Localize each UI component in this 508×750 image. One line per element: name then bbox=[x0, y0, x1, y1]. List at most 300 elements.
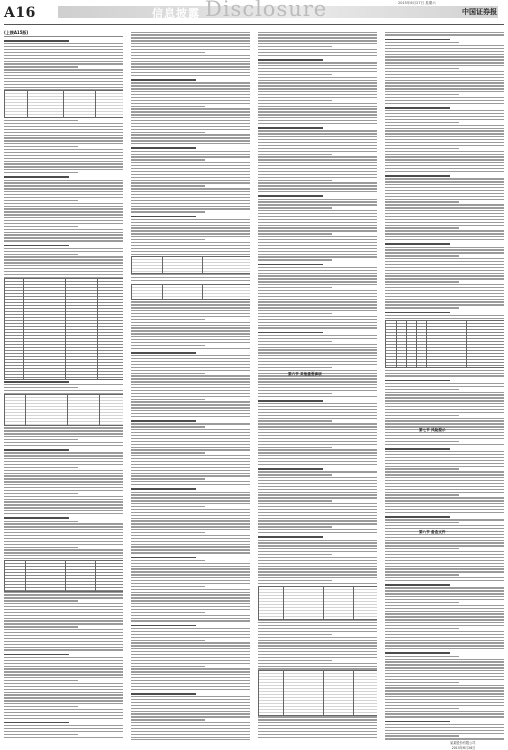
text-line bbox=[131, 106, 205, 107]
text-line bbox=[4, 271, 123, 272]
text-line bbox=[131, 333, 250, 334]
text-line bbox=[385, 596, 504, 597]
text-line bbox=[258, 560, 377, 561]
text-line bbox=[4, 475, 123, 476]
text-line bbox=[385, 196, 504, 197]
text-line bbox=[385, 468, 459, 469]
text-line bbox=[131, 327, 250, 328]
text-line bbox=[385, 400, 504, 401]
text-line bbox=[4, 618, 123, 619]
text-line bbox=[4, 223, 123, 224]
text-line bbox=[385, 165, 504, 166]
text-line bbox=[385, 474, 504, 475]
text-line bbox=[131, 435, 250, 436]
text-line bbox=[258, 483, 377, 484]
text-line bbox=[4, 712, 123, 713]
text-line bbox=[258, 248, 377, 249]
text-line bbox=[258, 631, 377, 632]
text-line bbox=[131, 159, 205, 160]
text-line bbox=[385, 54, 504, 55]
text-line bbox=[131, 185, 205, 186]
text-line bbox=[131, 494, 250, 495]
text-line bbox=[258, 716, 377, 717]
text-line bbox=[258, 142, 377, 143]
text-line bbox=[258, 32, 377, 33]
text-line bbox=[385, 270, 504, 271]
text-line bbox=[258, 625, 377, 626]
text-line bbox=[258, 415, 377, 416]
data-table bbox=[385, 320, 504, 368]
text-line bbox=[131, 336, 250, 337]
text-line bbox=[4, 84, 123, 85]
text-line bbox=[385, 554, 504, 555]
text-line bbox=[385, 88, 504, 89]
text-line bbox=[4, 185, 123, 186]
text-line bbox=[131, 352, 196, 354]
text-line bbox=[4, 666, 123, 667]
text-line bbox=[4, 647, 123, 648]
text-line bbox=[131, 731, 250, 732]
text-line bbox=[131, 467, 250, 468]
text-line bbox=[258, 461, 377, 462]
text-line bbox=[131, 449, 250, 450]
text-line bbox=[258, 97, 377, 98]
text-line bbox=[131, 339, 250, 340]
text-line bbox=[131, 245, 250, 246]
text-line bbox=[385, 284, 504, 285]
text-line bbox=[4, 180, 123, 181]
text-line bbox=[131, 108, 250, 109]
text-line bbox=[385, 275, 504, 276]
text-line bbox=[131, 711, 250, 712]
text-line bbox=[385, 299, 504, 300]
text-line bbox=[131, 615, 250, 616]
text-line bbox=[4, 55, 123, 56]
text-line bbox=[131, 129, 250, 130]
text-line bbox=[131, 603, 250, 604]
text-line bbox=[258, 59, 323, 61]
text-line bbox=[131, 683, 250, 684]
text-line bbox=[4, 692, 123, 693]
text-line bbox=[131, 367, 250, 368]
text-line bbox=[258, 557, 377, 558]
text-line bbox=[385, 296, 504, 297]
text-column-3 bbox=[258, 30, 377, 740]
text-line bbox=[258, 82, 377, 83]
text-line bbox=[258, 180, 332, 181]
text-line bbox=[131, 364, 250, 365]
text-line bbox=[258, 91, 377, 92]
text-line bbox=[4, 722, 69, 724]
text-line bbox=[4, 612, 123, 613]
text-line bbox=[131, 642, 250, 643]
data-table bbox=[258, 586, 377, 620]
text-line bbox=[131, 325, 250, 326]
text-line bbox=[385, 162, 504, 163]
text-line bbox=[258, 468, 323, 470]
text-line bbox=[385, 418, 504, 419]
text-line bbox=[131, 592, 250, 593]
text-line bbox=[258, 159, 377, 160]
text-line bbox=[385, 213, 504, 214]
text-line bbox=[4, 686, 123, 687]
text-line bbox=[258, 210, 377, 211]
text-line bbox=[131, 370, 250, 371]
text-line bbox=[258, 245, 377, 246]
text-line bbox=[131, 580, 250, 581]
text-line bbox=[385, 571, 504, 572]
text-line bbox=[385, 503, 504, 504]
text-line bbox=[385, 258, 504, 259]
text-line bbox=[258, 201, 377, 202]
text-line bbox=[385, 735, 459, 736]
text-line bbox=[385, 154, 504, 155]
text-line bbox=[258, 77, 377, 78]
text-line bbox=[4, 211, 123, 212]
text-line bbox=[4, 381, 69, 383]
text-line bbox=[131, 319, 205, 320]
text-line bbox=[258, 103, 377, 104]
text-line bbox=[258, 403, 377, 404]
text-line bbox=[131, 378, 250, 379]
text-line bbox=[4, 146, 78, 147]
text-line bbox=[258, 293, 377, 294]
text-line bbox=[385, 738, 504, 739]
text-line bbox=[385, 444, 504, 445]
text-line bbox=[385, 489, 504, 490]
text-line bbox=[385, 605, 504, 606]
text-line bbox=[131, 663, 250, 664]
text-line bbox=[131, 82, 250, 83]
text-line bbox=[4, 632, 123, 633]
text-line bbox=[258, 367, 332, 368]
text-line bbox=[4, 654, 69, 656]
text-line bbox=[131, 37, 250, 38]
text-line bbox=[131, 230, 250, 231]
text-line bbox=[385, 727, 504, 728]
text-line bbox=[385, 730, 504, 731]
text-line bbox=[131, 171, 250, 172]
text-line bbox=[258, 364, 377, 365]
text-line bbox=[131, 689, 250, 690]
text-line bbox=[385, 139, 504, 140]
text-line bbox=[385, 91, 504, 92]
text-line bbox=[131, 628, 250, 629]
text-line bbox=[4, 149, 123, 150]
text-line bbox=[258, 325, 377, 326]
text-line bbox=[131, 739, 250, 740]
text-line bbox=[258, 435, 377, 436]
text-line bbox=[258, 171, 377, 172]
text-line bbox=[131, 566, 250, 567]
text-line bbox=[385, 435, 504, 436]
text-line bbox=[385, 77, 504, 78]
text-line bbox=[258, 349, 377, 350]
text-line bbox=[385, 471, 504, 472]
text-line bbox=[385, 682, 459, 683]
text-line bbox=[385, 676, 504, 677]
text-line bbox=[258, 444, 377, 445]
company-signature: 某某股份有限公司 bbox=[450, 741, 476, 745]
text-line bbox=[385, 525, 504, 526]
text-line bbox=[131, 393, 250, 394]
text-line bbox=[385, 483, 504, 484]
text-line bbox=[131, 713, 250, 714]
text-line bbox=[4, 188, 123, 189]
text-line bbox=[258, 111, 377, 112]
text-line bbox=[131, 120, 250, 121]
text-line bbox=[4, 132, 123, 133]
text-line bbox=[4, 660, 123, 661]
text-line bbox=[385, 264, 504, 265]
text-line bbox=[258, 204, 377, 205]
text-line bbox=[131, 481, 250, 482]
text-line bbox=[258, 106, 377, 107]
text-line bbox=[385, 438, 504, 439]
text-line bbox=[4, 248, 123, 249]
text-line bbox=[4, 158, 123, 159]
text-line bbox=[131, 61, 250, 62]
text-line bbox=[4, 694, 123, 695]
text-line bbox=[131, 677, 250, 678]
section-heading: 第七节 风险提示 bbox=[419, 428, 446, 432]
text-line bbox=[131, 222, 250, 223]
text-line bbox=[258, 529, 377, 530]
text-line bbox=[385, 168, 504, 169]
text-line bbox=[4, 464, 123, 465]
text-line bbox=[131, 200, 250, 201]
text-line bbox=[258, 406, 377, 407]
text-line bbox=[4, 129, 123, 130]
text-line bbox=[131, 206, 250, 207]
text-line bbox=[4, 46, 123, 47]
text-line bbox=[258, 195, 323, 197]
text-line bbox=[258, 100, 332, 101]
text-line bbox=[258, 108, 377, 109]
text-line bbox=[131, 577, 250, 578]
text-line bbox=[385, 642, 504, 643]
text-line bbox=[258, 396, 377, 397]
text-line bbox=[258, 542, 377, 543]
text-line bbox=[385, 307, 459, 308]
text-line bbox=[258, 316, 377, 317]
text-line bbox=[131, 640, 205, 641]
text-line bbox=[4, 689, 123, 690]
text-line bbox=[131, 488, 196, 490]
text-line bbox=[385, 397, 504, 398]
text-line bbox=[4, 594, 123, 595]
text-line bbox=[4, 262, 123, 263]
text-line bbox=[385, 94, 459, 95]
text-line bbox=[258, 492, 377, 493]
text-line bbox=[258, 719, 377, 720]
text-line bbox=[385, 315, 504, 316]
text-line bbox=[258, 734, 377, 735]
text-line bbox=[385, 301, 504, 302]
text-line bbox=[131, 248, 250, 249]
text-line bbox=[131, 211, 205, 212]
text-line bbox=[4, 81, 123, 82]
text-line bbox=[385, 716, 504, 717]
text-line bbox=[131, 277, 250, 278]
text-line bbox=[131, 69, 250, 70]
text-line bbox=[4, 635, 123, 636]
text-line bbox=[385, 656, 459, 657]
text-line bbox=[385, 34, 504, 35]
section-heading: 第八节 备查文件 bbox=[419, 530, 446, 534]
text-line bbox=[385, 261, 504, 262]
text-line bbox=[4, 229, 123, 230]
text-line bbox=[258, 423, 377, 424]
text-line bbox=[4, 649, 123, 650]
text-line bbox=[385, 159, 504, 160]
text-line bbox=[131, 671, 250, 672]
text-line bbox=[4, 208, 123, 209]
text-line bbox=[258, 361, 377, 362]
text-line bbox=[131, 188, 250, 189]
text-line bbox=[385, 608, 504, 609]
text-line bbox=[385, 516, 450, 518]
text-line bbox=[258, 185, 377, 186]
text-line bbox=[258, 332, 323, 334]
text-line bbox=[131, 254, 250, 255]
text-line bbox=[131, 194, 250, 195]
text-line bbox=[258, 233, 332, 234]
text-line bbox=[385, 613, 504, 614]
text-line bbox=[385, 705, 504, 706]
text-line bbox=[4, 458, 123, 459]
text-line bbox=[385, 423, 504, 424]
text-line bbox=[258, 352, 377, 353]
text-line bbox=[4, 387, 78, 388]
text-line bbox=[258, 162, 377, 163]
text-line bbox=[4, 214, 123, 215]
text-line bbox=[385, 59, 504, 60]
text-line bbox=[131, 637, 250, 638]
text-line bbox=[258, 46, 332, 47]
text-line bbox=[385, 312, 450, 314]
text-line bbox=[385, 693, 504, 694]
text-line bbox=[258, 327, 377, 328]
text-line bbox=[4, 532, 123, 533]
text-line bbox=[258, 657, 377, 658]
text-line bbox=[385, 497, 504, 498]
text-line bbox=[4, 638, 123, 639]
text-line bbox=[4, 430, 123, 431]
text-line bbox=[258, 151, 377, 152]
text-line bbox=[385, 574, 459, 575]
text-line bbox=[131, 420, 196, 422]
newspaper-name: 中国证券报 bbox=[462, 8, 497, 16]
text-line bbox=[385, 652, 450, 654]
text-line bbox=[258, 355, 377, 356]
text-line bbox=[4, 256, 123, 257]
text-line bbox=[131, 399, 205, 400]
section-title-cn: 信息披露 bbox=[152, 7, 200, 20]
text-line bbox=[385, 645, 504, 646]
text-line bbox=[131, 535, 250, 536]
text-line bbox=[4, 172, 78, 173]
text-line bbox=[131, 239, 205, 240]
text-line bbox=[131, 705, 250, 706]
text-line bbox=[4, 470, 123, 471]
text-line bbox=[385, 664, 504, 665]
text-line bbox=[131, 696, 250, 697]
text-line bbox=[131, 552, 250, 553]
text-line bbox=[258, 412, 377, 413]
text-line bbox=[131, 668, 250, 669]
text-line bbox=[131, 586, 205, 587]
text-line bbox=[131, 140, 250, 141]
text-line bbox=[258, 251, 377, 252]
text-line bbox=[131, 174, 250, 175]
text-line bbox=[131, 375, 250, 376]
text-line bbox=[385, 287, 504, 288]
text-line bbox=[385, 32, 504, 33]
text-line bbox=[258, 370, 377, 371]
text-line bbox=[131, 358, 250, 359]
text-line bbox=[258, 471, 377, 472]
text-line bbox=[258, 580, 332, 581]
text-line bbox=[385, 216, 504, 217]
data-table bbox=[4, 90, 123, 118]
text-line bbox=[385, 82, 504, 83]
text-line bbox=[258, 130, 377, 131]
text-line bbox=[258, 503, 377, 504]
text-line bbox=[258, 660, 332, 661]
text-line bbox=[258, 429, 377, 430]
text-line bbox=[385, 590, 504, 591]
text-line bbox=[131, 568, 250, 569]
text-line bbox=[258, 381, 377, 382]
text-line bbox=[4, 200, 78, 201]
text-line bbox=[131, 609, 250, 610]
text-line bbox=[4, 523, 123, 524]
text-line bbox=[131, 441, 250, 442]
text-line bbox=[4, 641, 123, 642]
text-line bbox=[131, 693, 196, 695]
text-line bbox=[258, 540, 377, 541]
text-line bbox=[131, 345, 205, 346]
text-line bbox=[4, 72, 123, 73]
text-column-4 bbox=[385, 30, 504, 740]
text-line bbox=[4, 510, 123, 511]
section-title-en: Disclosure bbox=[205, 0, 328, 21]
text-line bbox=[385, 640, 504, 641]
text-line bbox=[258, 177, 377, 178]
text-line bbox=[4, 43, 123, 44]
text-line bbox=[385, 542, 504, 543]
text-line bbox=[385, 175, 450, 177]
text-line bbox=[131, 484, 250, 485]
text-line bbox=[385, 380, 450, 382]
text-line bbox=[385, 545, 504, 546]
text-line bbox=[131, 373, 205, 374]
text-line bbox=[4, 715, 123, 716]
text-line bbox=[385, 486, 504, 487]
text-line bbox=[131, 574, 250, 575]
text-line bbox=[385, 685, 504, 686]
text-line bbox=[385, 679, 504, 680]
text-line bbox=[258, 52, 377, 53]
text-line bbox=[131, 497, 250, 498]
text-line bbox=[4, 490, 123, 491]
text-line bbox=[131, 475, 250, 476]
text-line bbox=[258, 474, 332, 475]
text-line bbox=[258, 222, 377, 223]
text-line bbox=[131, 503, 250, 504]
text-line bbox=[131, 342, 250, 343]
